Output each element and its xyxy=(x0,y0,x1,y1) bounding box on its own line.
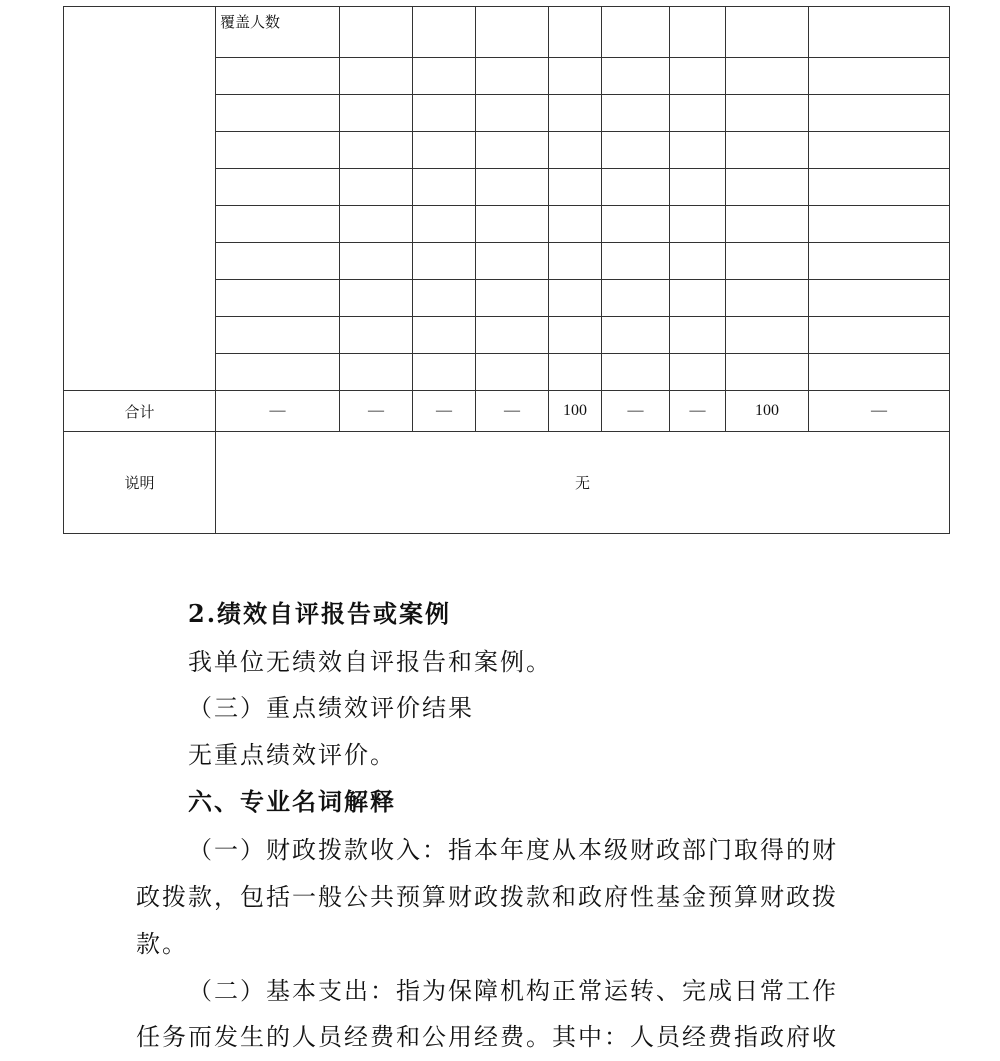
paragraph: 任务而发生的人员经费和公用经费。其中：人员经费指政府收 xyxy=(136,1023,838,1051)
indicator-name-cell: 覆盖人数 xyxy=(216,7,340,58)
total-cell: — xyxy=(809,391,950,432)
total-cell: 100 xyxy=(549,391,602,432)
note-value: 无 xyxy=(216,432,950,534)
section-heading: 六、专业名词解释 xyxy=(188,787,396,816)
merged-category-cell xyxy=(64,7,216,391)
paragraph: 政拨款，包括一般公共预算财政拨款和政府性基金预算财政拨 xyxy=(136,883,838,911)
paragraph: 款。 xyxy=(136,930,188,958)
total-cell: — xyxy=(476,391,549,432)
total-row xyxy=(64,391,950,432)
paragraph: 无重点绩效评价。 xyxy=(188,741,396,769)
total-cell: — xyxy=(670,391,726,432)
paragraph: （一）财政拨款收入：指本年度从本级财政部门取得的财 xyxy=(188,836,838,864)
total-cell: — xyxy=(216,391,340,432)
total-cell: — xyxy=(602,391,670,432)
table-row xyxy=(64,7,950,58)
section-heading: （三）重点绩效评价结果 xyxy=(188,694,474,722)
section-heading: 2.绩效自评报告或案例 xyxy=(188,599,452,628)
paragraph: （二）基本支出：指为保障机构正常运转、完成日常工作 xyxy=(188,977,838,1005)
total-cell: — xyxy=(413,391,476,432)
note-label: 说明 xyxy=(64,432,216,534)
total-cell: 100 xyxy=(726,391,809,432)
paragraph: 我单位无绩效自评报告和案例。 xyxy=(188,648,552,676)
performance-table xyxy=(63,6,950,534)
total-label: 合计 xyxy=(64,391,216,432)
note-row xyxy=(64,432,950,534)
total-cell: — xyxy=(340,391,413,432)
